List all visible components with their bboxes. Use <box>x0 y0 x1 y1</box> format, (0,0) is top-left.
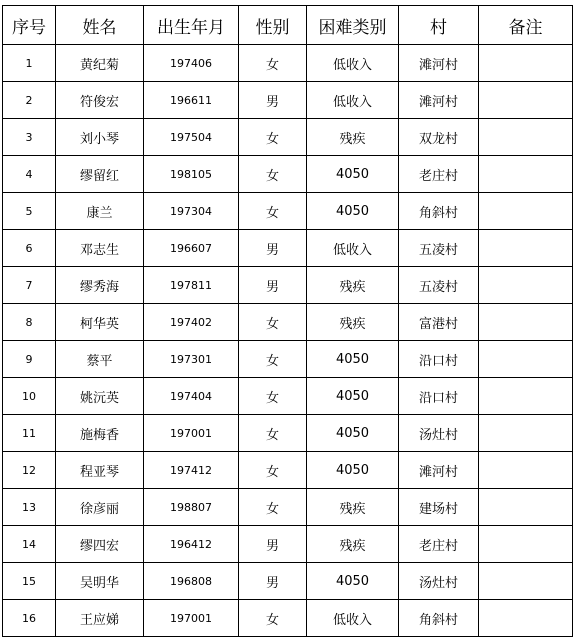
table-row <box>3 452 573 489</box>
cell-index: 5 <box>3 193 56 230</box>
cell-village: 富港村 <box>399 304 479 341</box>
cell-index: 10 <box>3 378 56 415</box>
table-row <box>3 304 573 341</box>
cell-category: 低收入 <box>307 45 399 82</box>
cell-category: 残疾 <box>307 304 399 341</box>
cell-name: 黄纪菊 <box>56 45 144 82</box>
table-row <box>3 415 573 452</box>
cell-remarks <box>479 119 573 156</box>
cell-birth: 198105 <box>144 156 239 193</box>
table-row <box>3 119 573 156</box>
header-village: 村 <box>399 6 479 45</box>
cell-birth: 197001 <box>144 600 239 637</box>
cell-birth: 196412 <box>144 526 239 563</box>
cell-name: 吴明华 <box>56 563 144 600</box>
cell-index: 2 <box>3 82 56 119</box>
cell-category: 残疾 <box>307 119 399 156</box>
cell-category: 残疾 <box>307 489 399 526</box>
cell-remarks <box>479 489 573 526</box>
cell-category: 残疾 <box>307 526 399 563</box>
cell-village: 滩河村 <box>399 45 479 82</box>
cell-category: 4050 <box>307 193 399 230</box>
cell-remarks <box>479 230 573 267</box>
cell-name: 符俊宏 <box>56 82 144 119</box>
cell-birth: 197001 <box>144 415 239 452</box>
cell-gender: 女 <box>239 156 307 193</box>
cell-index: 14 <box>3 526 56 563</box>
cell-gender: 男 <box>239 82 307 119</box>
cell-name: 缪留红 <box>56 156 144 193</box>
header-name: 姓名 <box>56 6 144 45</box>
cell-village: 双龙村 <box>399 119 479 156</box>
cell-remarks <box>479 452 573 489</box>
header-remarks: 备注 <box>479 6 573 45</box>
cell-category: 4050 <box>307 415 399 452</box>
cell-village: 沿口村 <box>399 341 479 378</box>
cell-gender: 女 <box>239 415 307 452</box>
cell-village: 沿口村 <box>399 378 479 415</box>
cell-gender: 女 <box>239 193 307 230</box>
cell-category: 低收入 <box>307 600 399 637</box>
cell-gender: 女 <box>239 378 307 415</box>
cell-remarks <box>479 304 573 341</box>
cell-name: 施梅香 <box>56 415 144 452</box>
cell-name: 缪秀海 <box>56 267 144 304</box>
cell-village: 五凌村 <box>399 267 479 304</box>
cell-birth: 196611 <box>144 82 239 119</box>
cell-index: 13 <box>3 489 56 526</box>
cell-name: 姚沅英 <box>56 378 144 415</box>
cell-name: 柯华英 <box>56 304 144 341</box>
cell-birth: 197402 <box>144 304 239 341</box>
cell-remarks <box>479 267 573 304</box>
cell-category: 4050 <box>307 378 399 415</box>
cell-index: 7 <box>3 267 56 304</box>
cell-index: 3 <box>3 119 56 156</box>
cell-gender: 女 <box>239 119 307 156</box>
cell-name: 邓志生 <box>56 230 144 267</box>
table-row <box>3 341 573 378</box>
cell-birth: 197406 <box>144 45 239 82</box>
cell-village: 建场村 <box>399 489 479 526</box>
table-row <box>3 378 573 415</box>
cell-category: 低收入 <box>307 230 399 267</box>
table-row <box>3 267 573 304</box>
cell-remarks <box>479 156 573 193</box>
cell-village: 滩河村 <box>399 82 479 119</box>
cell-gender: 男 <box>239 563 307 600</box>
cell-village: 角斜村 <box>399 193 479 230</box>
cell-birth: 196808 <box>144 563 239 600</box>
cell-birth: 197304 <box>144 193 239 230</box>
cell-name: 刘小琴 <box>56 119 144 156</box>
cell-birth: 197811 <box>144 267 239 304</box>
cell-gender: 女 <box>239 341 307 378</box>
cell-birth: 197301 <box>144 341 239 378</box>
cell-gender: 女 <box>239 452 307 489</box>
cell-village: 汤灶村 <box>399 415 479 452</box>
cell-gender: 女 <box>239 304 307 341</box>
cell-village: 汤灶村 <box>399 563 479 600</box>
cell-village: 五凌村 <box>399 230 479 267</box>
cell-index: 16 <box>3 600 56 637</box>
cell-category: 4050 <box>307 341 399 378</box>
cell-category: 4050 <box>307 452 399 489</box>
cell-remarks <box>479 193 573 230</box>
cell-remarks <box>479 415 573 452</box>
cell-village: 角斜村 <box>399 600 479 637</box>
cell-remarks <box>479 526 573 563</box>
cell-village: 老庄村 <box>399 526 479 563</box>
cell-remarks <box>479 341 573 378</box>
cell-remarks <box>479 82 573 119</box>
table-row <box>3 45 573 82</box>
cell-gender: 男 <box>239 526 307 563</box>
cell-remarks <box>479 563 573 600</box>
table-row <box>3 600 573 637</box>
table-row <box>3 156 573 193</box>
cell-name: 程亚琴 <box>56 452 144 489</box>
cell-birth: 197404 <box>144 378 239 415</box>
cell-name: 康兰 <box>56 193 144 230</box>
cell-name: 徐彦丽 <box>56 489 144 526</box>
header-birth: 出生年月 <box>144 6 239 45</box>
cell-category: 低收入 <box>307 82 399 119</box>
table-row <box>3 526 573 563</box>
header-row <box>3 6 573 45</box>
cell-birth: 197504 <box>144 119 239 156</box>
cell-birth: 196607 <box>144 230 239 267</box>
cell-index: 15 <box>3 563 56 600</box>
cell-index: 9 <box>3 341 56 378</box>
cell-village: 滩河村 <box>399 452 479 489</box>
header-gender: 性别 <box>239 6 307 45</box>
table-row <box>3 193 573 230</box>
cell-name: 缪四宏 <box>56 526 144 563</box>
header-index: 序号 <box>3 6 56 45</box>
cell-gender: 男 <box>239 230 307 267</box>
cell-category: 残疾 <box>307 267 399 304</box>
cell-index: 6 <box>3 230 56 267</box>
cell-index: 4 <box>3 156 56 193</box>
cell-category: 4050 <box>307 563 399 600</box>
cell-name: 王应娣 <box>56 600 144 637</box>
cell-remarks <box>479 45 573 82</box>
cell-village: 老庄村 <box>399 156 479 193</box>
cell-name: 蔡平 <box>56 341 144 378</box>
cell-index: 11 <box>3 415 56 452</box>
table-row <box>3 82 573 119</box>
roster-table <box>2 5 573 637</box>
cell-birth: 198807 <box>144 489 239 526</box>
table-row <box>3 230 573 267</box>
cell-gender: 女 <box>239 489 307 526</box>
cell-remarks <box>479 600 573 637</box>
cell-index: 12 <box>3 452 56 489</box>
header-category: 困难类别 <box>307 6 399 45</box>
cell-index: 1 <box>3 45 56 82</box>
cell-gender: 女 <box>239 45 307 82</box>
cell-gender: 女 <box>239 600 307 637</box>
cell-remarks <box>479 378 573 415</box>
table-row <box>3 563 573 600</box>
cell-index: 8 <box>3 304 56 341</box>
cell-gender: 男 <box>239 267 307 304</box>
cell-category: 4050 <box>307 156 399 193</box>
table-row <box>3 489 573 526</box>
cell-birth: 197412 <box>144 452 239 489</box>
